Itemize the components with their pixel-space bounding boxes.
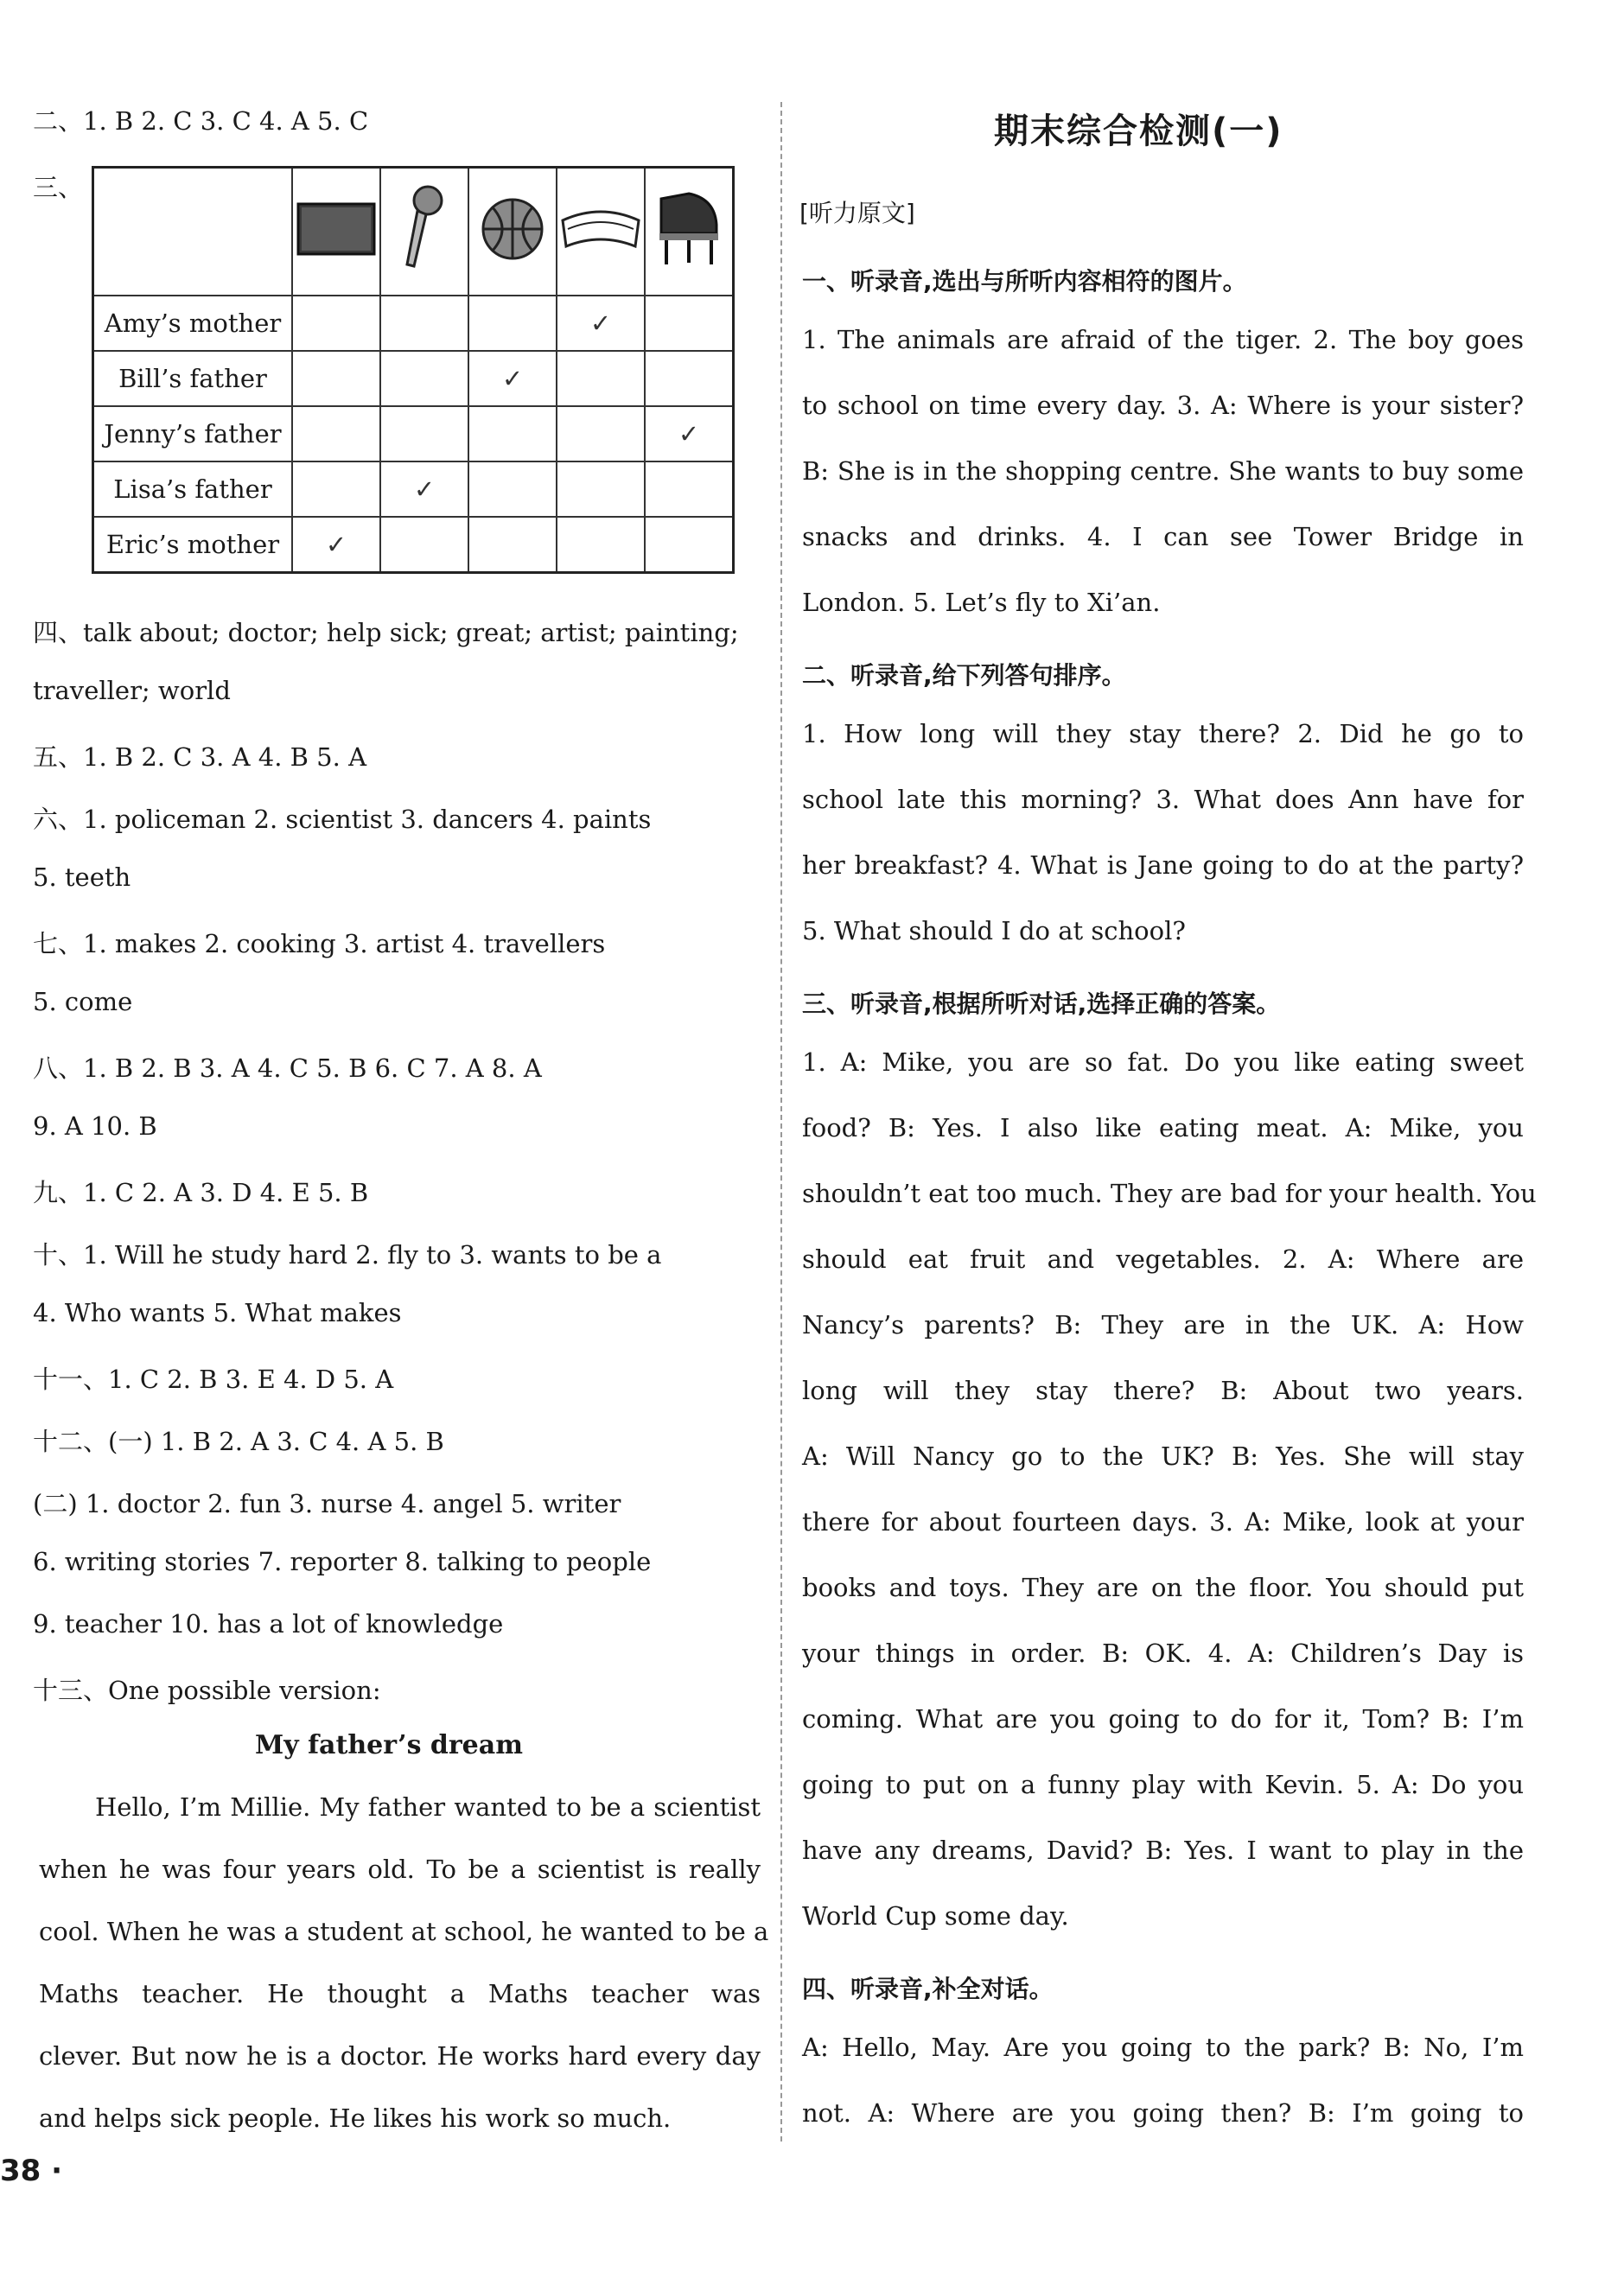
answer-section-2: 二、1. B 2. C 3. C 4. A 5. C	[33, 106, 369, 136]
transcript-line: B: She is in the shopping centre. She wants to buy some	[802, 456, 1524, 486]
table-row: Jenny’s father ✓	[93, 406, 734, 461]
table-header-row	[93, 168, 734, 296]
answer-line: (二) 1. doctor 2. fun 3. nurse 4. angel 5. writer	[33, 1489, 621, 1518]
page-number: 38 ·	[0, 2154, 63, 2188]
transcript-line: 1. A: Mike, you are so fat. Do you like eating sweet	[802, 1047, 1524, 1077]
transcript-line: books and toys. They are on the floor. You should put	[802, 1573, 1524, 1602]
transcript-line: have any dreams, David? B: Yes. I want to play in the	[802, 1836, 1524, 1865]
transcript-line: there for about fourteen days. 3. A: Mike, look at your	[802, 1507, 1524, 1537]
answer-line: 六、1. policeman 2. scientist 3. dancers 4. paints	[33, 805, 652, 834]
transcript-line: A: Will Nancy go to the UK? B: Yes. She will stay	[802, 1441, 1524, 1471]
answer-line: 十一、1. C 2. B 3. E 4. D 5. A	[33, 1365, 394, 1394]
answer-line: 四、talk about; doctor; help sick; great; artist; painting;	[33, 618, 739, 647]
page-title: 期末综合检测(一)	[994, 111, 1283, 151]
answer-line: 5. teeth	[33, 862, 131, 892]
transcript-line: Nancy’s parents? B: They are in the UK. A: How	[802, 1310, 1524, 1340]
answer-line: 九、1. C 2. A 3. D 4. E 5. B	[33, 1178, 369, 1207]
essay-title: My father’s dream	[255, 1730, 523, 1760]
transcript-line: shouldn’t eat too much. They are bad for your health. You	[802, 1179, 1537, 1208]
section-heading: 四、听录音,补全对话。	[802, 1975, 1054, 2003]
answer-line: 十二、(一) 1. B 2. A 3. C 4. A 5. B	[33, 1427, 444, 1456]
answer-section-3-label: 三、	[33, 173, 84, 202]
transcript-line: coming. What are you going to do for it, Tom? B: I’m	[802, 1704, 1524, 1734]
answer-line: 4. Who wants 5. What makes	[33, 1298, 402, 1327]
basketball-icon	[468, 168, 557, 296]
transcript-line: 1. The animals are afraid of the tiger. 2. The boy goes	[802, 325, 1524, 354]
transcript-line: your things in order. B: OK. 4. A: Children’s Day is	[802, 1639, 1524, 1668]
answer-line: 十三、One possible version:	[33, 1676, 381, 1705]
essay-line: cool. When he was a student at school, he wanted to be a	[39, 1917, 769, 1946]
answer-line: 八、1. B 2. B 3. A 4. C 5. B 6. C 7. A 8. A	[33, 1053, 542, 1083]
essay-line: when he was four years old. To be a scientist is really	[39, 1855, 761, 1884]
table-row: Eric’s mother ✓	[93, 517, 734, 573]
transcript-line: food? B: Yes. I also like eating meat. A: Mike, you	[802, 1113, 1524, 1142]
transcript-line: London. 5. Let’s fly to Xi’an.	[802, 588, 1161, 617]
table-row: Lisa’s father ✓	[93, 461, 734, 517]
transcript-line: not. A: Where are you going then? B: I’m going to	[802, 2098, 1524, 2128]
answer-line: 9. A 10. B	[33, 1111, 157, 1141]
answer-line: 七、1. makes 2. cooking 3. artist 4. travellers	[33, 929, 606, 958]
table-row: Amy’s mother ✓	[93, 296, 734, 351]
section-heading: 一、听录音,选出与所听内容相符的图片。	[802, 267, 1247, 296]
transcript-line: A: Hello, May. Are you going to the park? B: No, I’m	[802, 2033, 1524, 2062]
essay-line: Hello, I’m Millie. My father wanted to be a scientist	[95, 1792, 761, 1822]
bridge-icon	[557, 168, 645, 296]
transcript-line: long will they stay there? B: About two years.	[802, 1376, 1524, 1405]
transcript-line: to school on time every day. 3. A: Where is your sister?	[802, 391, 1524, 420]
matching-table	[92, 166, 735, 574]
answer-line: 6. writing stories 7. reporter 8. talking to people	[33, 1547, 652, 1576]
transcript-line: should eat fruit and vegetables. 2. A: Where are	[802, 1244, 1524, 1274]
transcript-line: her breakfast? 4. What is Jane going to do at the party?	[802, 850, 1524, 880]
answer-line: 5. come	[33, 987, 133, 1016]
piano-icon	[645, 168, 734, 296]
answer-line: 十、1. Will he study hard 2. fly to 3. wants to be a	[33, 1240, 662, 1270]
answer-line: 9. teacher 10. has a lot of knowledge	[33, 1609, 504, 1639]
column-divider	[780, 102, 782, 2142]
transcript-line: World Cup some day.	[802, 1901, 1069, 1931]
section-heading: 二、听录音,给下列答句排序。	[802, 661, 1126, 690]
blackboard-icon	[292, 168, 380, 296]
transcript-line: 1. How long will they stay there? 2. Did he go to	[802, 719, 1524, 748]
table-row: Bill’s father ✓	[93, 351, 734, 406]
section-heading: 三、听录音,根据所听对话,选择正确的答案。	[802, 990, 1281, 1018]
transcript-line: snacks and drinks. 4. I can see Tower Bridge in	[802, 522, 1524, 551]
essay-line: and helps sick people. He likes his work so much.	[39, 2103, 672, 2133]
answer-line: traveller; world	[33, 676, 231, 705]
transcript-tag: [听力原文]	[799, 199, 915, 227]
microphone-icon	[380, 168, 468, 296]
transcript-line: school late this morning? 3. What does Ann have for	[802, 785, 1524, 814]
essay-line: clever. But now he is a doctor. He works hard every day	[39, 2041, 761, 2071]
transcript-line: going to put on a funny play with Kevin. 5. A: Do you	[802, 1770, 1524, 1799]
essay-line: Maths teacher. He thought a Maths teacher was	[39, 1979, 761, 2008]
transcript-line: 5. What should I do at school?	[802, 916, 1186, 945]
answer-line: 五、1. B 2. C 3. A 4. B 5. A	[33, 742, 367, 772]
